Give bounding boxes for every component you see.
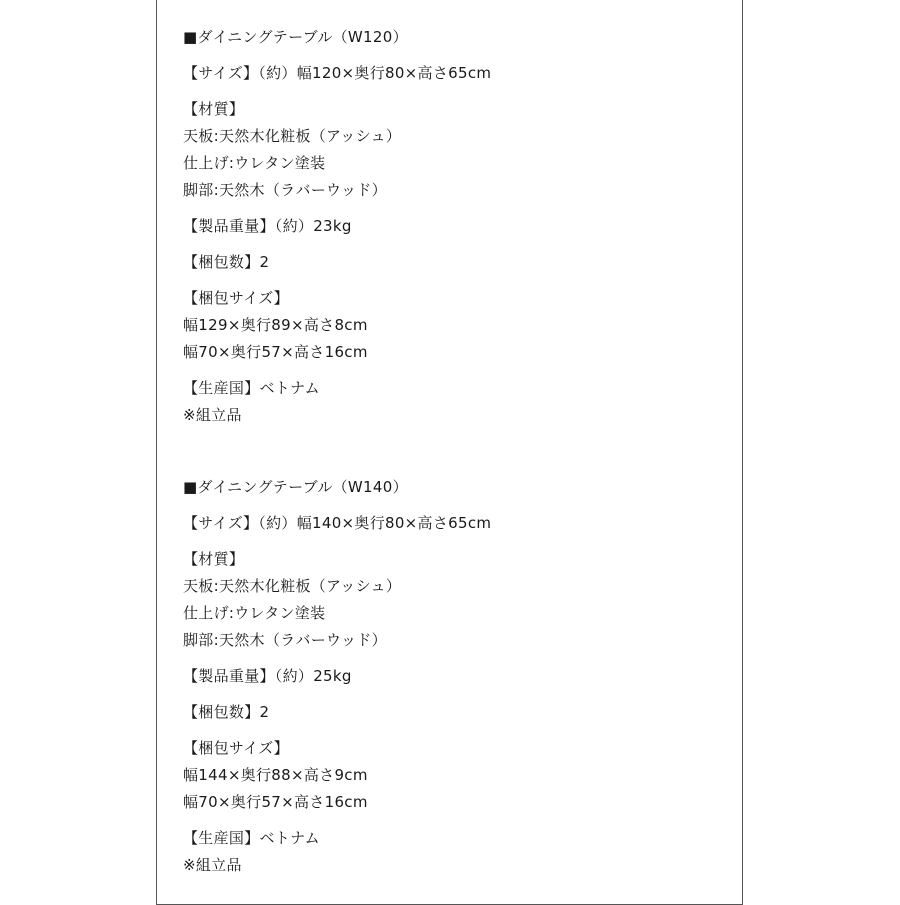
- origin-block: [183, 375, 723, 429]
- material-line: 天板:天然木化粧板（アッシュ）: [183, 127, 402, 145]
- material-line: 脚部:天然木（ラバーウッド）: [183, 181, 387, 199]
- weight-spec: 【製品重量】（約）23kg: [183, 217, 352, 235]
- package-count-spec: 【梱包数】2: [183, 253, 270, 271]
- material-block: [183, 546, 723, 654]
- package-size-line: 幅70×奥行57×高さ16cm: [183, 793, 368, 811]
- size-spec: 【サイズ】（約）幅120×奥行80×高さ65cm: [183, 64, 492, 82]
- weight-spec: 【製品重量】（約）25kg: [183, 667, 352, 685]
- material-line: 仕上げ:ウレタン塗装: [183, 154, 326, 172]
- origin-spec: 【生産国】ベトナム: [183, 829, 320, 847]
- material-line: 脚部:天然木（ラバーウッド）: [183, 631, 387, 649]
- section-title: ■ダイニングテーブル（W140）: [183, 478, 408, 496]
- material-line: 天板:天然木化粧板（アッシュ）: [183, 577, 402, 595]
- material-label: 【材質】: [183, 100, 245, 118]
- spec-content: [183, 24, 723, 879]
- package-size-line: 幅70×奥行57×高さ16cm: [183, 343, 368, 361]
- package-size-block: [183, 285, 723, 366]
- origin-block: [183, 825, 723, 879]
- spec-section-w140: [183, 474, 723, 879]
- package-count-spec: 【梱包数】2: [183, 703, 270, 721]
- material-line: 仕上げ:ウレタン塗装: [183, 604, 326, 622]
- material-block: [183, 96, 723, 204]
- spec-section-w120: [183, 24, 723, 429]
- package-size-label: 【梱包サイズ】: [183, 739, 289, 757]
- size-spec: 【サイズ】（約）幅140×奥行80×高さ65cm: [183, 514, 492, 532]
- origin-spec: 【生産国】ベトナム: [183, 379, 320, 397]
- package-size-block: [183, 735, 723, 816]
- assembly-note: ※組立品: [183, 406, 242, 424]
- assembly-note: ※組立品: [183, 856, 242, 874]
- package-size-label: 【梱包サイズ】: [183, 289, 289, 307]
- package-size-line: 幅129×奥行89×高さ8cm: [183, 316, 368, 334]
- section-title: ■ダイニングテーブル（W120）: [183, 28, 408, 46]
- package-size-line: 幅144×奥行88×高さ9cm: [183, 766, 368, 784]
- material-label: 【材質】: [183, 550, 245, 568]
